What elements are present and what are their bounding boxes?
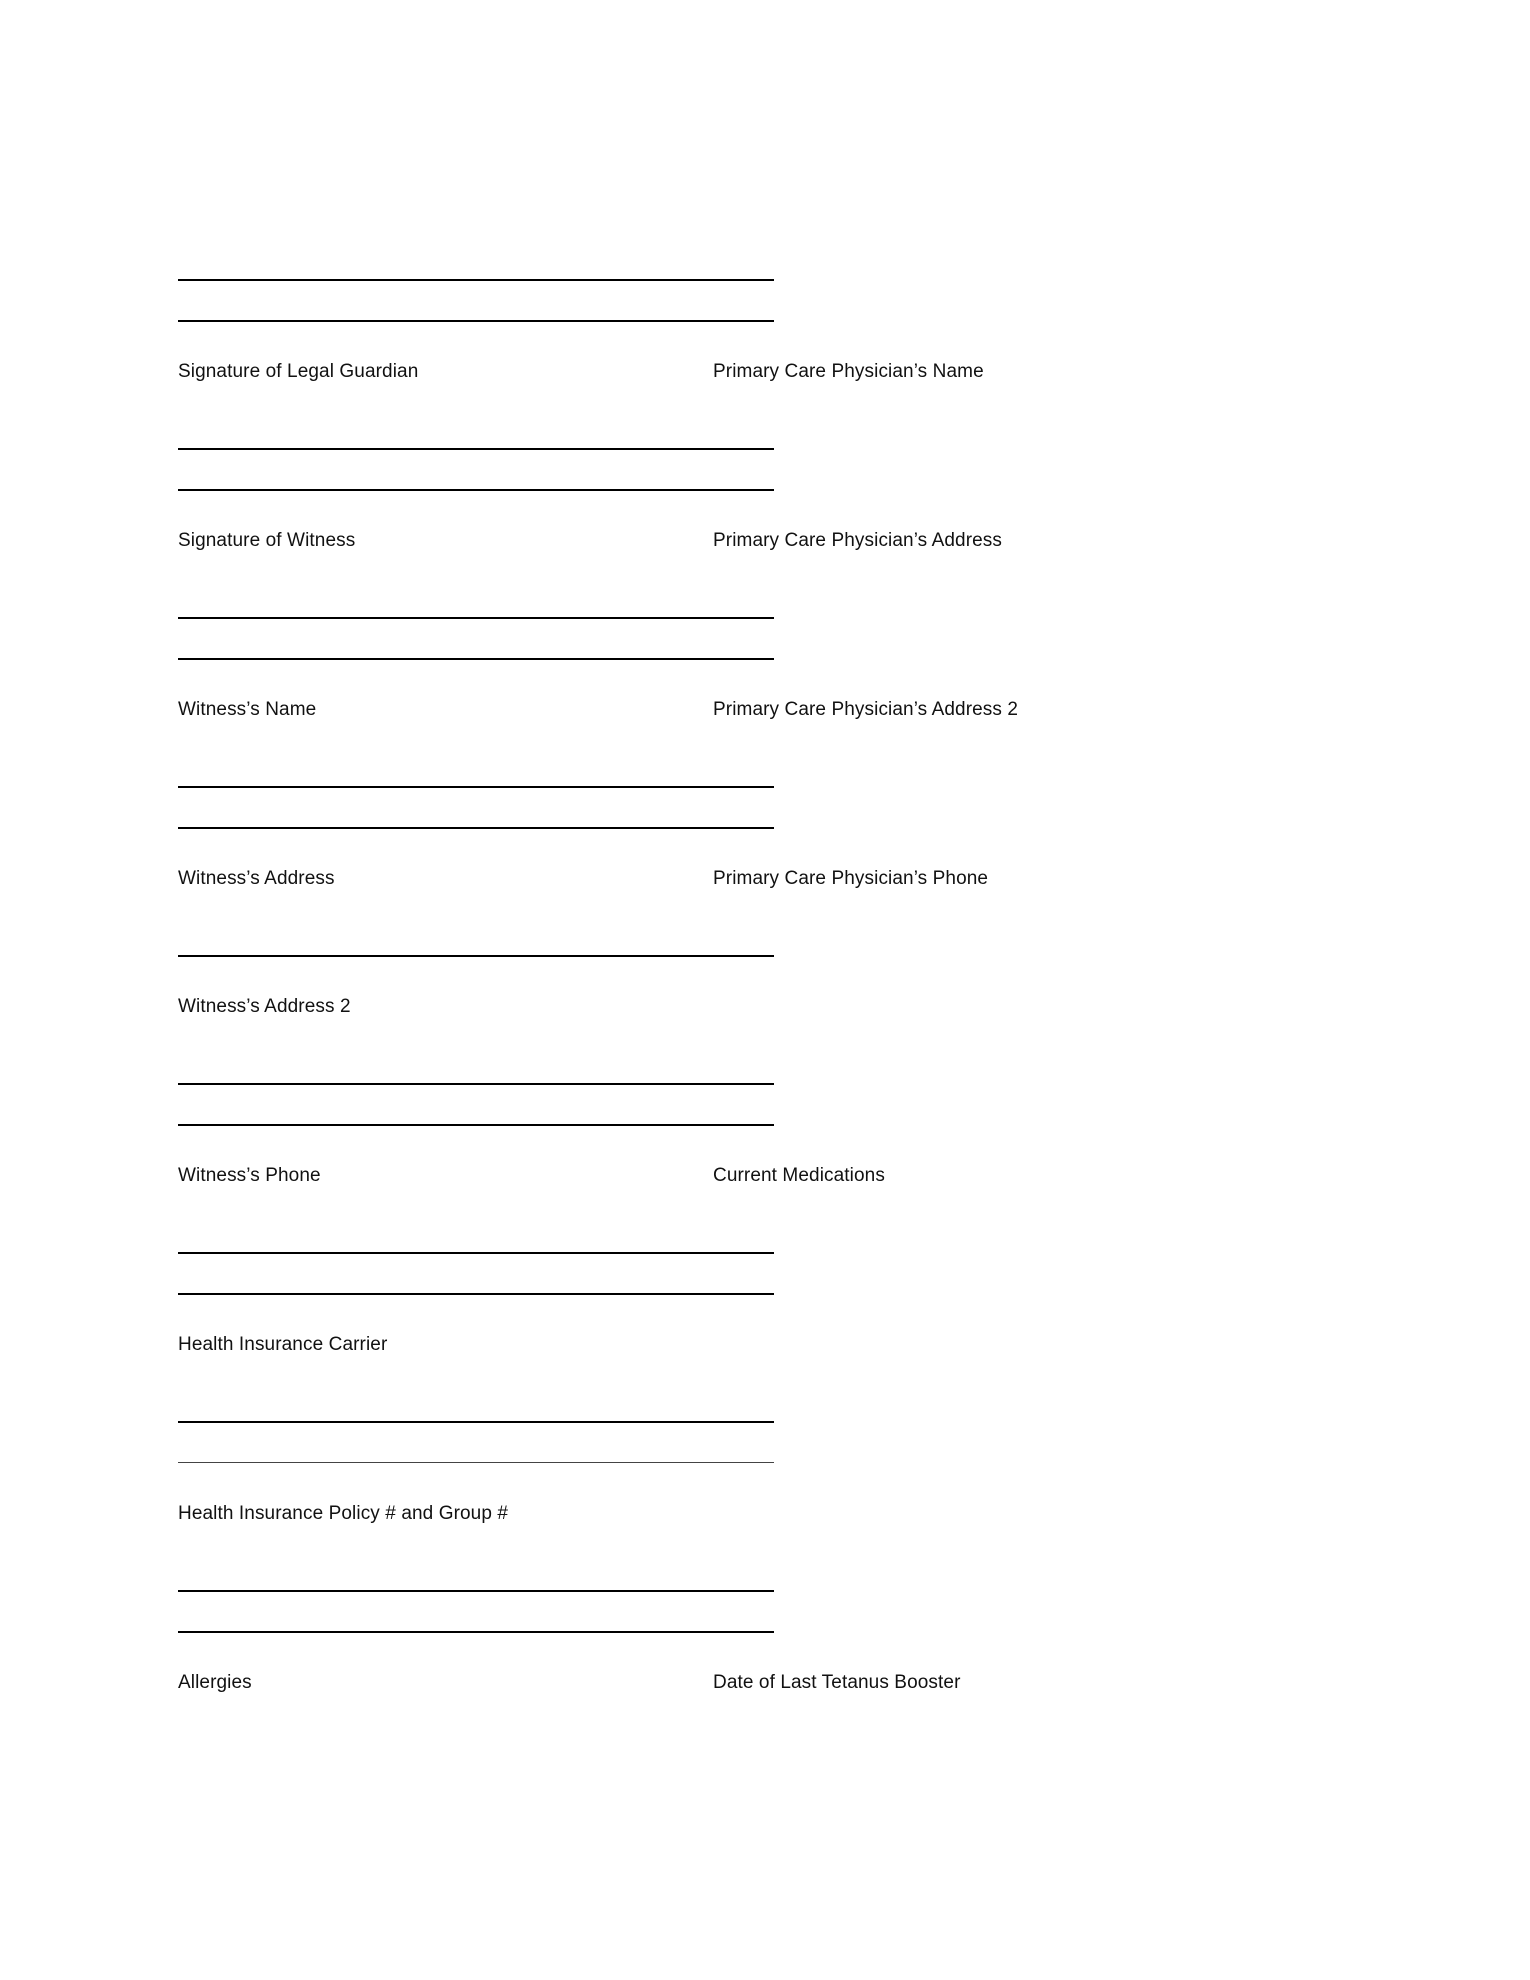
witness-signature-label: Signature of Witness [178, 530, 356, 551]
guardian-signature-label: Signature of Legal Guardian [178, 361, 419, 382]
witness-address-label: Witness’s Address [178, 868, 335, 889]
physician-address-2-line[interactable] [178, 658, 774, 660]
signature-line[interactable] [178, 279, 774, 281]
policy-group-line[interactable] [178, 1421, 774, 1423]
insurance-carrier-line-2[interactable] [178, 1293, 774, 1295]
current-medications-label: Current Medications [713, 1165, 885, 1186]
witness-phone-label: Witness’s Phone [178, 1165, 321, 1186]
allergies-label: Allergies [178, 1672, 252, 1693]
physician-address-line[interactable] [178, 489, 774, 491]
witness-name-line[interactable] [178, 617, 774, 619]
physician-phone-label: Primary Care Physician’s Phone [713, 868, 989, 889]
witness-name-label: Witness’s Name [178, 699, 317, 720]
physician-address-label: Primary Care Physician’s Address [713, 530, 1003, 551]
witness-address-2-label: Witness’s Address 2 [178, 996, 351, 1017]
policy-group-label: Health Insurance Policy # and Group # [178, 1503, 509, 1524]
insurance-carrier-line[interactable] [178, 1252, 774, 1254]
witness-address-2-line[interactable] [178, 955, 774, 957]
tetanus-booster-line[interactable] [178, 1631, 774, 1633]
physician-phone-line[interactable] [178, 827, 774, 829]
current-medications-line[interactable] [178, 1124, 774, 1126]
allergies-line[interactable] [178, 1590, 774, 1592]
witness-signature-line[interactable] [178, 448, 774, 450]
physician-name-label: Primary Care Physician’s Name [713, 361, 984, 382]
policy-group-line-2[interactable] [178, 1462, 774, 1463]
insurance-carrier-label: Health Insurance Carrier [178, 1334, 388, 1355]
physician-address-2-label: Primary Care Physician’s Address 2 [713, 699, 1019, 720]
tetanus-booster-label: Date of Last Tetanus Booster [713, 1672, 961, 1693]
physician-name-line[interactable] [178, 320, 774, 322]
witness-phone-line[interactable] [178, 1083, 774, 1085]
witness-address-line[interactable] [178, 786, 774, 788]
